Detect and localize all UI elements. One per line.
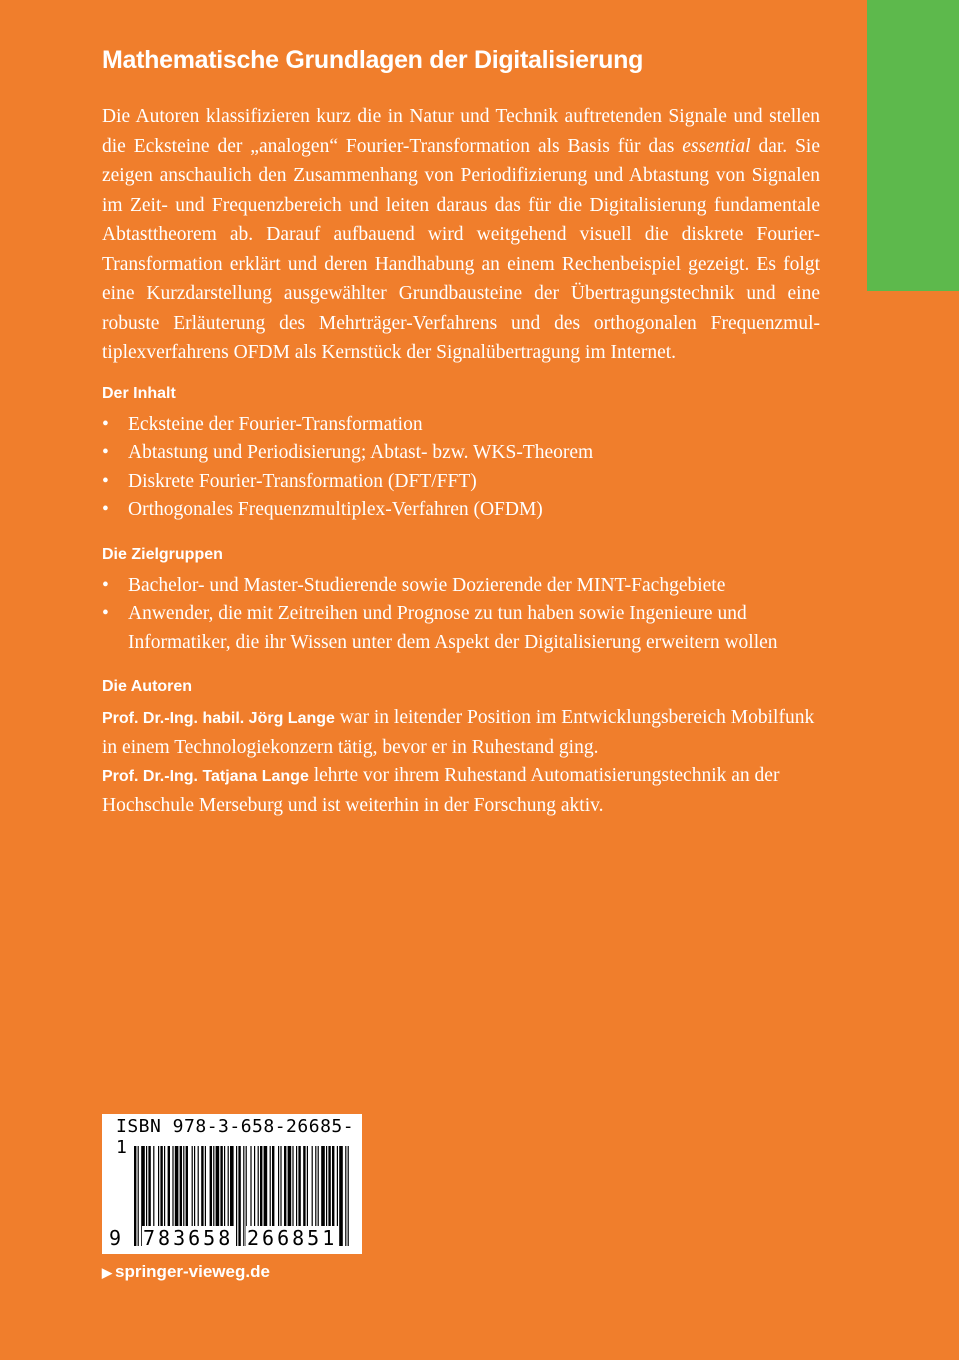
description-italic-term: essential <box>682 135 751 157</box>
book-description <box>102 102 820 368</box>
barcode-bar <box>348 1146 349 1246</box>
zielgruppen-list <box>102 572 820 658</box>
barcode-bar <box>345 1146 346 1246</box>
ean-right-group: 266851 <box>247 1226 338 1250</box>
isbn-number: ISBN 978-3-658-26685-1 <box>116 1116 355 1158</box>
author-1-name: Prof. Dr.-Ing. habil. Jörg Lange <box>102 710 335 727</box>
list-item: • Orthogonales Frequenzmultiplex-Verfahren (OFDM) <box>102 496 820 525</box>
green-color-tab <box>867 0 959 291</box>
list-item: • Abtastung und Periodisierung; Abtast- bzw. WKS-Theorem <box>102 439 820 468</box>
description-part-1: Die Autoren klassifizieren kurz die in Natur und Technik auftretenden Signale und stellen die Ecksteine der „analogen“ Fourier-Transformation als Basis für das <box>102 106 820 157</box>
isbn-barcode <box>102 1114 362 1254</box>
barcode-bar <box>134 1146 136 1246</box>
inhalt-list <box>102 411 820 525</box>
barcode-bar <box>243 1146 244 1246</box>
play-arrow-icon: ▶ <box>102 1265 112 1280</box>
bullet-icon: • <box>102 603 109 624</box>
authors-block <box>102 704 820 820</box>
list-item: • Ecksteine der Fourier-Transformation <box>102 411 820 440</box>
section-heading-inhalt: Der Inhalt <box>102 384 176 402</box>
ean-left-group: 783658 <box>143 1226 234 1250</box>
barcode-bar <box>138 1146 139 1246</box>
list-item: • Anwender, die mit Zeitreihen und Prognose zu tun haben sowie Ingenieure und Informatiker, die ihr Wissen unter dem Aspekt der Digitalisierung erweitern wollen <box>102 600 820 657</box>
bullet-icon: • <box>102 499 109 520</box>
author-2-name: Prof. Dr.-Ing. Tatjana Lange <box>102 768 309 785</box>
bullet-icon: • <box>102 574 109 596</box>
bullet-icon: • <box>102 442 109 463</box>
section-heading-autoren: Die Autoren <box>102 678 193 695</box>
author-2-bio: Prof. Dr.-Ing. Tatjana Lange lehrte vor ihrem Ruhestand Automatisierungstechnik an der Hochschule Merseburg und ist weiterhin in der Forschung aktiv. <box>102 765 780 816</box>
author-1-bio: Prof. Dr.-Ing. habil. Jörg Lange war in leitender Position im Entwicklungsbereich Mobilfunk in einem Technologiekonzern tätig, bevor er in Ruhestand ging. <box>102 707 815 758</box>
list-item: • Diskrete Fourier-Transformation (DFT/FFT) <box>102 468 820 497</box>
barcode-bar <box>238 1146 240 1246</box>
barcode-bar <box>339 1146 343 1246</box>
bullet-icon: • <box>102 470 109 492</box>
publisher-website[interactable]: ▶ springer-vieweg.de <box>102 1262 270 1281</box>
book-title: Mathematische Grundlagen der Digitalisierung <box>102 46 644 74</box>
ean-first-digit: 9 <box>109 1226 122 1250</box>
barcode-bar <box>236 1146 237 1246</box>
list-item: • Bachelor- und Master-Studierende sowie Dozierende der MINT-Fachgebiete <box>102 572 820 601</box>
section-heading-zielgruppen: Die Zielgruppen <box>102 545 223 563</box>
description-part-2: dar. Sie zeigen anschaulich den Zusammenhang von Periodifizierung und Abtastung von Signalen im Zeit- und Frequenzbereich und leiten daraus das für die Digitalisierung fundamentale Abtasttheorem ab. Darauf aufbauend wird weitgehend visuell die diskrete Fourier-Transformation erklärt und deren Handhabung an einem Rechenbeispiel gezeigt. Es folgt eine Kurzdarstellung ausgewählter Grundbausteine der Übertragungstechnik und eine robuste Erläuterung des Mehrträger-Verfahrens und des orthogonalen Frequenzmultiplexverfahrens OFDM als Kernstück der Signalübertragung im Internet. <box>102 135 820 363</box>
back-cover-content <box>102 44 820 820</box>
bullet-icon: • <box>102 413 109 435</box>
